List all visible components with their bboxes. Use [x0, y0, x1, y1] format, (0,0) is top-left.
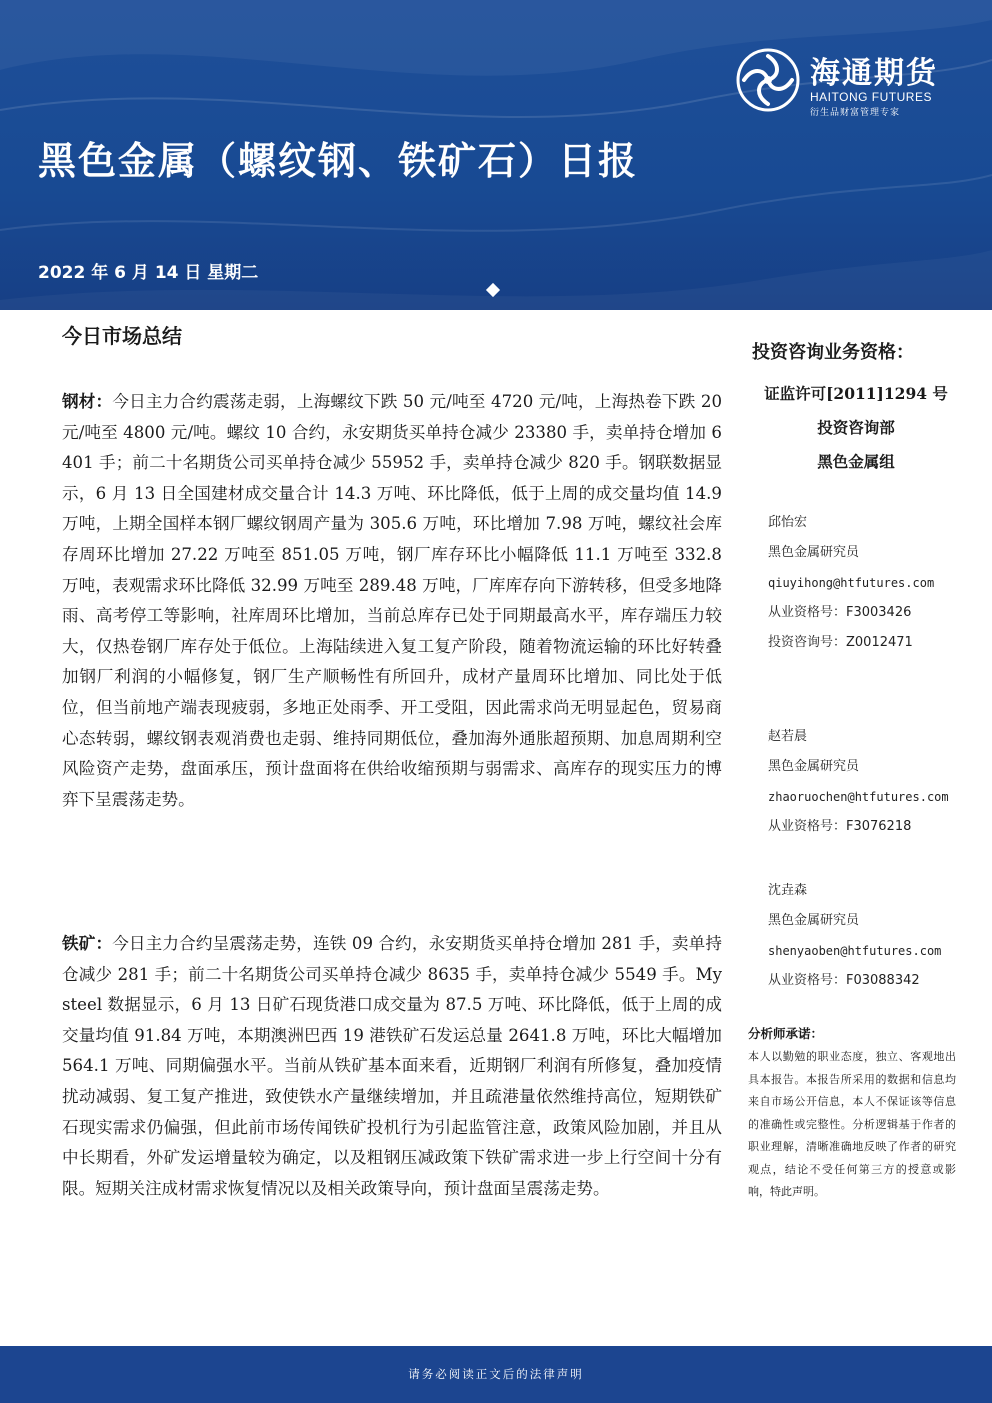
- logo-slogan: 衍生品财富管理专家: [810, 108, 901, 118]
- section-heading-summary: 今日市场总结: [62, 324, 182, 348]
- footer-legal-notice[interactable]: 请务必阅读正文后的法律声明: [408, 1367, 584, 1381]
- company-logo: [736, 42, 966, 122]
- analyst-email[interactable]: qiuyihong@htfutures.com: [768, 576, 935, 590]
- report-title: 黑色金属（螺纹钢、铁矿石）日报: [38, 138, 639, 183]
- analyst-email[interactable]: zhaoruochen@htfutures.com: [768, 790, 949, 804]
- analyst-card: [768, 876, 978, 996]
- qualification-heading: 投资咨询业务资格：: [752, 342, 914, 363]
- analyst-card: [768, 508, 978, 658]
- iron-ore-text: 今日主力合约呈震荡走势，连铁 09 合约，永安期货买单持仓增加 281 手，卖单持仓减少 281 手；前二十名期货公司买单持仓减少 8635 手，卖单持仓减少 5549 手。Mysteel 数据显示，6 月 13 日矿石现货港口成交量为 87.5 万吨、环比降低，低于上周的成交量均值 91.84 万吨，本期澳洲巴西 19 港铁矿石发运总量 2641.8 万吨，环比大幅增加 564.1 万吨、同期偏强水平。当前从铁矿基本面来看，近期钢厂利润有所修复，叠加疫情扰动减弱、复工复产推进，致使铁水产量继续增加，并且疏港量依然维持高位，短期铁矿石现实需求仍偏强，但此前市场传闻铁矿投机行为引起监管注意，政策风险加剧，并且从中长期看，外矿发运增量较为确定，以及粗钢压减政策下铁矿需求进一步上行空间十分有限。短期关注成材需求恢复情况以及相关政策导向，预计盘面呈震荡走势。: [62, 934, 722, 1198]
- analyst-advisory-number: 投资咨询号：Z0012471: [768, 635, 913, 650]
- analyst-practice-number: 从业资格号：F3076218: [768, 819, 912, 834]
- iron-ore-paragraph: [62, 928, 722, 1204]
- license-number: 证监许可[2011]1294 号: [764, 384, 948, 403]
- haitong-logo-icon: [736, 48, 800, 112]
- analyst-practice-number: 从业资格号：F03088342: [768, 973, 920, 988]
- analyst-role: 黑色金属研究员: [768, 913, 860, 928]
- analyst-name: 沈垚森: [768, 883, 808, 898]
- analyst-card: [768, 722, 978, 842]
- analyst-promise-title: 分析师承诺：: [748, 1026, 824, 1041]
- analyst-practice-number: 从业资格号：F3003426: [768, 605, 912, 620]
- analyst-email[interactable]: shenyaoben@htfutures.com: [768, 944, 942, 958]
- team-name: 黑色金属组: [817, 452, 895, 471]
- steel-text: 今日主力合约震荡走弱，上海螺纹下跌 50 元/吨至 4720 元/吨，上海热卷下跌 20 元/吨至 4800 元/吨。螺纹 10 合约，永安期货买单持仓减少 23380 手，卖单持仓增加 6401 手；前二十名期货公司买单持仓减少 55952 手，卖单持仓减少 820 手。钢联数据显示，6 月 13 日全国建材成交量合计 14.3 万吨、环比降低，低于上周的成交量均值 14.9 万吨，上期全国样本钢厂螺纹钢周产量为 305.6 万吨，环比增加 7.98 万吨，螺纹社会库存周环比增加 27.22 万吨至 851.05 万吨，钢厂库存环比小幅降低 11.1 万吨至 332.8 万吨，表观需求环比降低 32.99 万吨至 289.48 万吨，厂库库存向下游转移，但受多地降雨、高考停工等影响，社库周环比增加，当前总库存已处于同期最高水平，库存端压力较大，仅热卷钢厂库存处于低位。上海陆续进入复工复产阶段，随着物流运输的环比好转叠加钢厂利润的小幅修复，钢厂生产顺畅性有所回升，成材产量周环比增加、同比处于低位，但当前地产端表现疲弱，多地正处雨季、开工受阻，因此需求尚无明显起色，贸易商心态转弱，螺纹钢表观消费也走弱、维持同期低位，叠加海外通胀超预期、加息周期利空风险资产走势，盘面承压，预计盘面将在供给收缩预期与弱需求、高库存的现实压力的博弈下呈震荡走势。: [62, 392, 723, 809]
- logo-name-en: HAITONG FUTURES: [810, 90, 932, 104]
- logo-name-cn: 海通期货: [810, 56, 938, 91]
- header-banner: [0, 0, 992, 310]
- iron-ore-label: 铁矿：: [62, 933, 113, 953]
- analyst-role: 黑色金属研究员: [768, 545, 860, 560]
- department-name: 投资咨询部: [817, 418, 895, 437]
- steel-label: 钢材：: [62, 391, 113, 411]
- analyst-name: 邱怡宏: [768, 515, 808, 530]
- analyst-role: 黑色金属研究员: [768, 759, 860, 774]
- analyst-name: 赵若晨: [768, 729, 808, 744]
- analyst-promise-text: 本人以勤勉的职业态度，独立、客观地出具本报告。本报告所采用的数据和信息均来自市场公开信息，本人不保证该等信息的准确性或完整性。分析逻辑基于作者的职业理解，清晰准确地反映了作者的研究观点，结论不受任何第三方的授意或影响，特此声明。: [748, 1050, 956, 1198]
- steel-paragraph: [62, 386, 722, 815]
- report-date: 2022 年 6 月 14 日 星期二: [38, 263, 259, 283]
